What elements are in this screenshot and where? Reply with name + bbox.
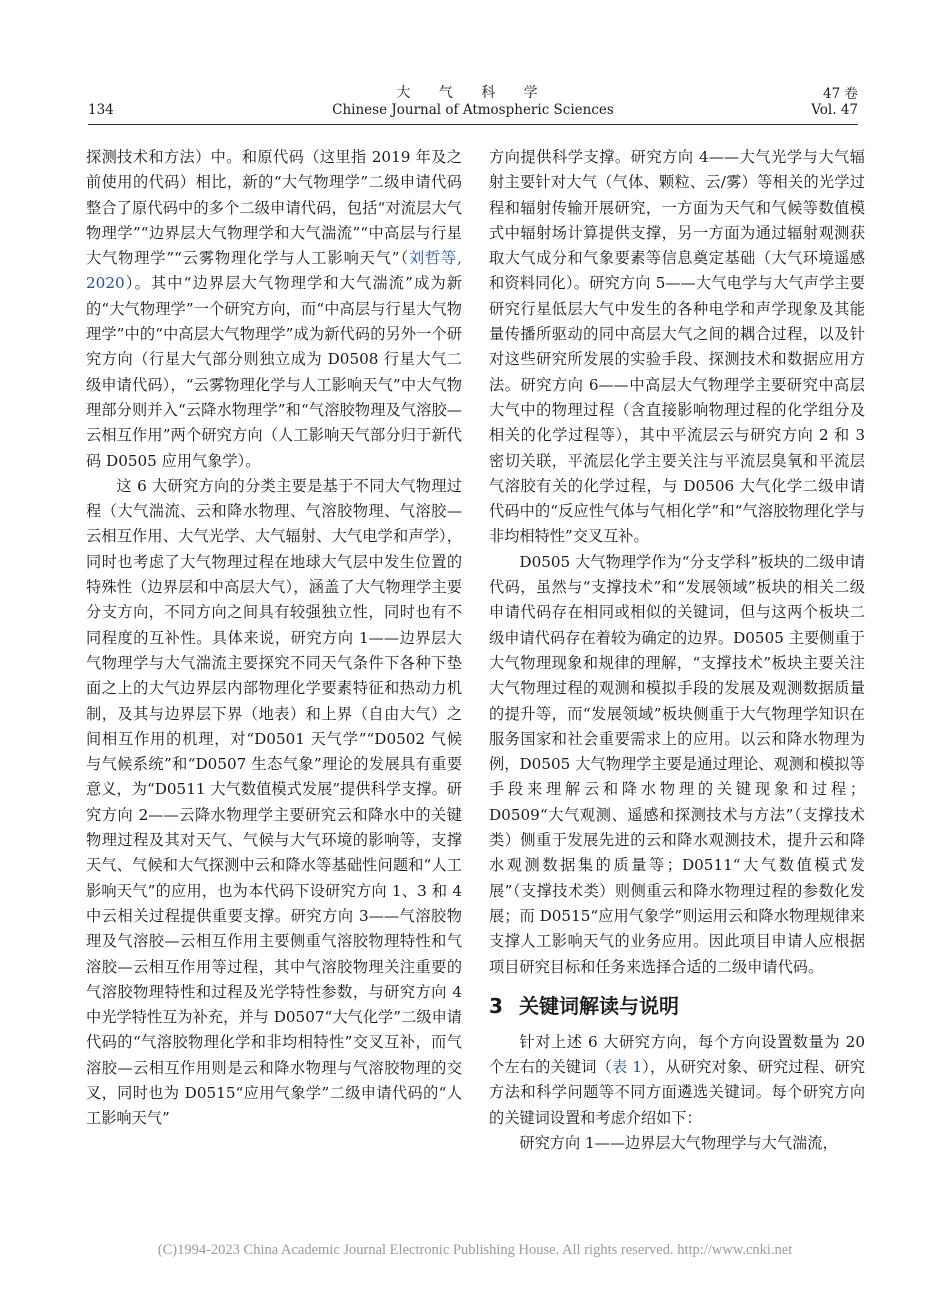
section-number: 3 bbox=[489, 993, 503, 1018]
paragraph-text: 探测技术和方法）中。和原代码（这里指 2019 年及之前使用的代码）相比，新的“大气物理学”二级申请代码整合了原代码中的多个二级申请代码，包括“对流层大气物理学”“边界层大气物理学和大气湍流”“中高层与行星大气物理学”“云雾物理化学与人工影响天气”（ bbox=[86, 148, 462, 268]
volume-en: Vol. 47 bbox=[811, 102, 858, 118]
paragraph-text: ），从研究对象、研究过程、研究方法和科学问题等不同方面遴选关键词。每个研究方向的关键词设置和考虑介绍如下： bbox=[489, 1058, 866, 1127]
citation-link[interactable]: 刘哲等, 2020 bbox=[86, 249, 462, 293]
paragraph-research-directions: 这 6 大研究方向的分类主要是基于不同大气物理过程（大气湍流、云和降水物理、气溶胶物理、气溶胶—云相互作用、大气光学、大气辐射、大气电学和声学），同时也考虑了大气物理过程在地球大气层中发生位置的特殊性（边界层和中高层大气），涵盖了大气物理学主要分支方向，不同方向之间具有较强独立性，同时也有不同程度的互补性。具体来说，研究方向 1——边界层大气物理学与大气湍流主要探究不同天气条件下各种下垫面之上的大气边界层内部物理化学要素特征和热动力机制，及其与边界层下界（地表）和上界（自由大气）之间相互作用的机理，对“D0501 天气学”“D0502 气候与气候系统”和“D0507 生态气象”理论的发展具有重要意义，为“D0511 大气数值模式发展”提供科学支撑。研究方向 2——云降水物理学主要研究云和降水中的关键物理过程及其对天气、气候与大气环境的影响等，支撑天气、气候和大气探测中云和降水等基础性问题和“人工影响天气”的应用，也为本代码下设研究方向 1、3 和 4 中云相关过程提供重要支撑。研究方向 3——气溶胶物理及气溶胶—云相互作用主要侧重气溶胶物理特性和气溶胶—云相互作用等过程，其中气溶胶物理关注重要的气溶胶物理特性和过程及光学特性参数，与研究方向 4 中光学特性互为补充，并与 D0507“大气化学”二级申请代码的“气溶胶物理化学和非均相特性”交叉互补，而气溶胶—云相互作用则是云和降水物理与气溶胶物理的交叉，同时也为 D0515“应用气象学”二级申请代码的“人工影响天气” bbox=[86, 476, 462, 1128]
table-reference-link[interactable]: 表 1 bbox=[611, 1058, 643, 1077]
paragraph-continued: 方向提供科学支撑。研究方向 4——大气光学与大气辐射主要针对大气（气体、颗粒、云/雾）等相关的光学过程和辐射传输开展研究，一方面为天气和气候等数值模式中辐射场计算提供支撑，另一方面为通过辐射观测获取大气成分和气象要素等信息奠定基础（大气环境遥感和资料同化）。研究方向 5——大气电学与大气声学主要研究行星低层大气中发生的各种电学和声学现象及其能量传播所驱动的同中高层大气之间的耦合过程，以及针对这些研究所发展的实验手段、探测技术和数据应用方法。研究方向 6——中高层大气物理学主要研究中高层大气中的物理过程（含直接影响物理过程的化学组分及相关的化学过程等），其中平流层云与研究方向 2 和 3 密切关联，平流层化学主要关注与平流层臭氧和平流层气溶胶有关的化学过程，与 D0506 大气化学二级申请代码中的“反应性气体与气相化学”和“气溶胶物理化学与非均相特性”交叉互补。 bbox=[489, 148, 865, 546]
volume-cn: 47 卷 bbox=[823, 86, 858, 102]
section-title: 关键词解读与说明 bbox=[519, 993, 679, 1018]
paragraph-continued bbox=[86, 145, 462, 474]
journal-title-en: Chinese Journal of Atmospheric Sciences bbox=[332, 102, 614, 118]
paragraph-direction-1: 研究方向 1——边界层大气物理学与大气湍流， bbox=[519, 1133, 838, 1152]
right-column bbox=[489, 145, 865, 1156]
paragraph-text: 针对上述 6 大研究方向，每个方向设置数量为 20 个左右的关键词（ bbox=[489, 1032, 865, 1077]
page-number: 134 bbox=[88, 102, 114, 118]
section-heading bbox=[489, 992, 865, 1020]
running-header bbox=[88, 82, 858, 122]
copyright-footer: (C)1994-2023 China Academic Journal Electronic Publishing House. All rights reserved. http://www.cnki.net bbox=[157, 1242, 793, 1258]
paragraph-keywords bbox=[489, 1030, 865, 1131]
journal-title-cn: 大 气 科 学 bbox=[396, 85, 550, 101]
paragraph-d0505-boundaries: D0505 大气物理学作为“分支学科”板块的二级申请代码，虽然与“支撑技术”和“发展领域”板块的相关二级申请代码存在相同或相似的关键词，但与这两个板块二级申请代码存在着较为确定的边界。D0505 主要侧重于大气物理现象和规律的理解，“支撑技术”板块主要关注大气物理过程的观测和模拟手段的发展及观测数据质量的提升等，而“发展领域”板块侧重于大气物理学知识在服务国家和社会重要需求上的应用。以云和降水物理为例，D0505 大气物理学主要是通过理论、观测和模拟等手段来理解云和降水物理的关键现象和过程；D0509“大气观测、遥感和探测技术与方法”（支撑技术类）侧重于发展先进的云和降水观测技术，提升云和降水观测数据集的质量等；D0511“大气数值模式发展”（支撑技术类）则侧重云和降水物理过程的参数化发展；而 D0515“应用气象学”则运用云和降水物理规律来支撑人工影响天气的业务应用。因此项目申请人应根据项目研究目标和任务来选择合适的二级申请代码。 bbox=[489, 552, 865, 976]
paragraph-text: ）。其中“边界层大气物理学和大气湍流”成为新的“大气物理学”一个研究方向，而“中高层与行星大气物理学”中的“中高层大气物理学”成为新代码的另外一个研究方向（行星大气部分则独立成为 D0508 行星大气二级申请代码），“云雾物理化学与人工影响天气”中大气物理部分则并入“云降水物理学”和“气溶胶物理及气溶胶—云相互作用”两个研究方向（人工影响天气部分归于新代码 D0505 应用气象学）。 bbox=[86, 274, 462, 470]
header-rule bbox=[88, 124, 858, 125]
left-column bbox=[86, 145, 462, 1132]
